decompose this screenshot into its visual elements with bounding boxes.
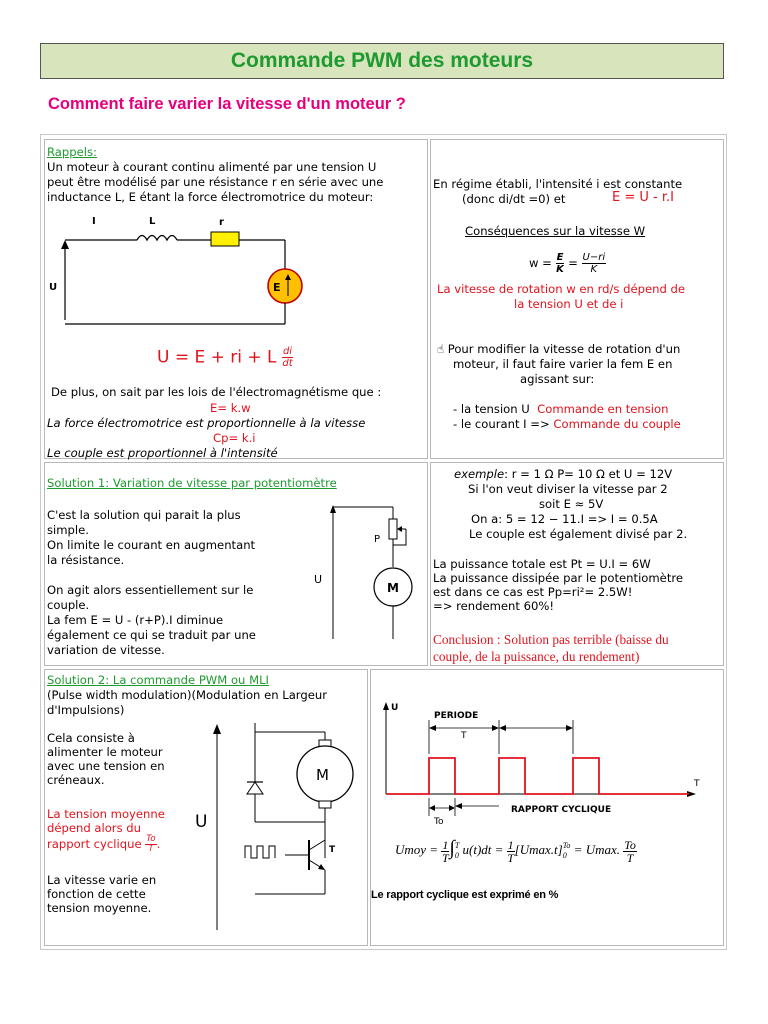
pwm-circuit-diagram (197, 710, 367, 940)
title-banner (40, 43, 724, 79)
rappels-intro-2: peut être modélisé par une résistance r en série avec une (47, 175, 384, 189)
speed-red-1: La vitesse de rotation w en rd/s dépend de (437, 282, 685, 296)
resistor-symbol (211, 232, 239, 246)
solution1-heading: Solution 1: Variation de vitesse par potentiomètre (47, 476, 337, 490)
label-U: U (49, 282, 58, 293)
couple-text: Le couple est proportionnel à l'intensité (47, 446, 278, 460)
solution2-panel (44, 669, 368, 946)
exemple-line8: est dans ce cas est Pp=ri²= 2.5W! (433, 585, 633, 599)
solution1-panel (44, 462, 428, 666)
couple-formula: Cp= k.i (213, 431, 256, 445)
solution1-line-6: On agit alors essentiellement sur le (47, 583, 254, 597)
exemple-line6: La puissance totale est Pt = U.I = 6W (433, 557, 651, 571)
exemple-line7: La puissance dissipée par le potentiomètre (433, 571, 684, 585)
solution1-line-2: simple. (47, 523, 89, 537)
rappels-intro-1: Un moteur à courant continu alimenté par une tension U (47, 160, 377, 174)
solution2-text2-3: tension moyenne. (47, 901, 152, 915)
solution2-text1-3: avec une tension en (47, 759, 165, 773)
fem-text: La force électromotrice est proportionnelle à la vitesse (47, 416, 366, 430)
axis-label-T: T (694, 779, 700, 789)
umoy-formula: Umoy = $\frac{1}{T}$ ∫ T 0 u(t)dt = $\frac{1}{T}$ [Umax.t] To 0 = Umax. $\frac{To}{T}$ (395, 837, 636, 865)
label-E: E (273, 281, 281, 294)
rapport-cyclique-label: RAPPORT CYCLIQUE (511, 805, 612, 815)
solution2-red-3: rapport cyclique $\frac{To}{T}$ . (47, 834, 161, 854)
rappels-heading: Rappels: (47, 145, 97, 159)
modif-line1: ☝ Pour modifier la vitesse de rotation d'un (437, 342, 681, 356)
consequences-heading: Conséquences sur la vitesse W (465, 224, 646, 238)
label-M: M (387, 581, 399, 595)
to-label: To (434, 817, 444, 827)
option-tension: - la tension U Commande en tension (453, 402, 669, 416)
exemple-line5: Le couple est également divisé par 2. (469, 527, 688, 541)
pointing-hand-icon: ☝ (437, 342, 445, 356)
page-title: Commande PWM des moteurs (230, 49, 534, 72)
option-couple: - le courant I => Commande du couple (453, 417, 681, 431)
inductor-symbol (137, 236, 177, 241)
speed-formula: w = $\frac{E}{K}$ = $\frac{U-ri}{K}$ (529, 252, 606, 275)
solution1-line-3: On limite le courant en augmentant (47, 538, 256, 552)
exemple-line1: exemple: r = 1 Ω P= 10 Ω et U = 12V (454, 467, 673, 481)
potentiometer-symbol (389, 519, 397, 539)
label-T: T (329, 845, 336, 855)
solution2-text1-4: créneaux. (47, 773, 105, 787)
pwm-signal-icon (245, 846, 275, 858)
conclusion-line1: Conclusion : Solution pas terrible (baisse du (433, 632, 669, 647)
solution1-line-4: la résistance. (47, 553, 125, 567)
rappels-intro-3: inductance L, E étant la force électromotrice du moteur: (47, 190, 374, 204)
exemple-line3: soit E ≈ 5V (539, 497, 604, 511)
lois-text: De plus, on sait par les lois de l'électromagnétisme que : (51, 385, 382, 399)
pwm-panel (370, 669, 724, 946)
label-M: M (316, 766, 329, 784)
solution2-text1-2: alimenter le moteur (47, 745, 163, 759)
rl-circuit-diagram (45, 208, 425, 338)
regime-formula: E = U - r.I (612, 190, 674, 205)
conclusion-line2: couple, de la puissance, du rendement) (433, 649, 640, 664)
solution2-sub2: d'Impulsions) (47, 703, 125, 717)
period-T-label: T (461, 731, 467, 741)
label-r: r (219, 217, 224, 228)
solution2-text2-1: La vitesse varie en (47, 873, 157, 887)
pwm-waveform-line (386, 758, 689, 794)
label-U: U (195, 812, 208, 832)
speed-red-2: la tension U et de i (514, 297, 624, 311)
periode-label: PERIODE (434, 711, 479, 721)
pwm-waveform-chart (371, 698, 721, 828)
solution1-line-9: également ce qui se traduit par une (47, 628, 256, 642)
solution2-text1-1: Cela consiste à (47, 731, 135, 745)
regime-line2: (donc di/dt =0) et (462, 192, 566, 206)
exemple-line2: Si l'on veut diviser la vitesse par 2 (468, 482, 668, 496)
regime-line1: En régime établi, l'intensité i est constante (433, 177, 683, 191)
fem-formula: E= k.w (210, 401, 251, 415)
solution2-heading: Solution 2: La commande PWM ou MLI (47, 673, 269, 687)
rl-equation: U = E + ri + L $\frac{di}{dt}$ (157, 346, 293, 369)
solution1-line-7: couple. (47, 598, 90, 612)
label-L: L (149, 216, 156, 227)
solution2-sub1: (Pulse width modulation)(Modulation en Largeur (47, 688, 327, 702)
solution1-line-1: C'est la solution qui parait la plus (47, 508, 241, 522)
regime-panel (430, 139, 724, 459)
label-I: I (92, 216, 96, 227)
modif-line3: agissant sur: (520, 372, 595, 386)
solution1-line-8: La fem E = U - (r+P).I diminue (47, 613, 224, 627)
diode-symbol (247, 782, 263, 794)
exemple-line9: => rendement 60%! (433, 599, 555, 613)
solution2-red-1: La tension moyenne (47, 807, 165, 821)
solution2-red-2: dépend alors du (47, 821, 141, 835)
rappels-panel (44, 139, 428, 459)
exemple-panel (430, 462, 724, 666)
solution1-line-10: variation de vitesse. (47, 643, 165, 657)
axis-label-U: U (391, 703, 399, 713)
potentiometer-circuit-diagram (300, 499, 420, 659)
main-question: Comment faire varier la vitesse d'un moteur ? (48, 95, 406, 113)
rapport-caption: Le rapport cyclique est exprimé en % (371, 889, 559, 901)
solution2-text2-2: fonction de cette (47, 887, 146, 901)
label-P: P (374, 534, 381, 545)
label-U: U (314, 573, 323, 586)
exemple-line4: On a: 5 = 12 − 11.I => I = 0.5A (471, 512, 658, 526)
modif-line2: moteur, il faut faire varier la fem E en (453, 357, 673, 371)
